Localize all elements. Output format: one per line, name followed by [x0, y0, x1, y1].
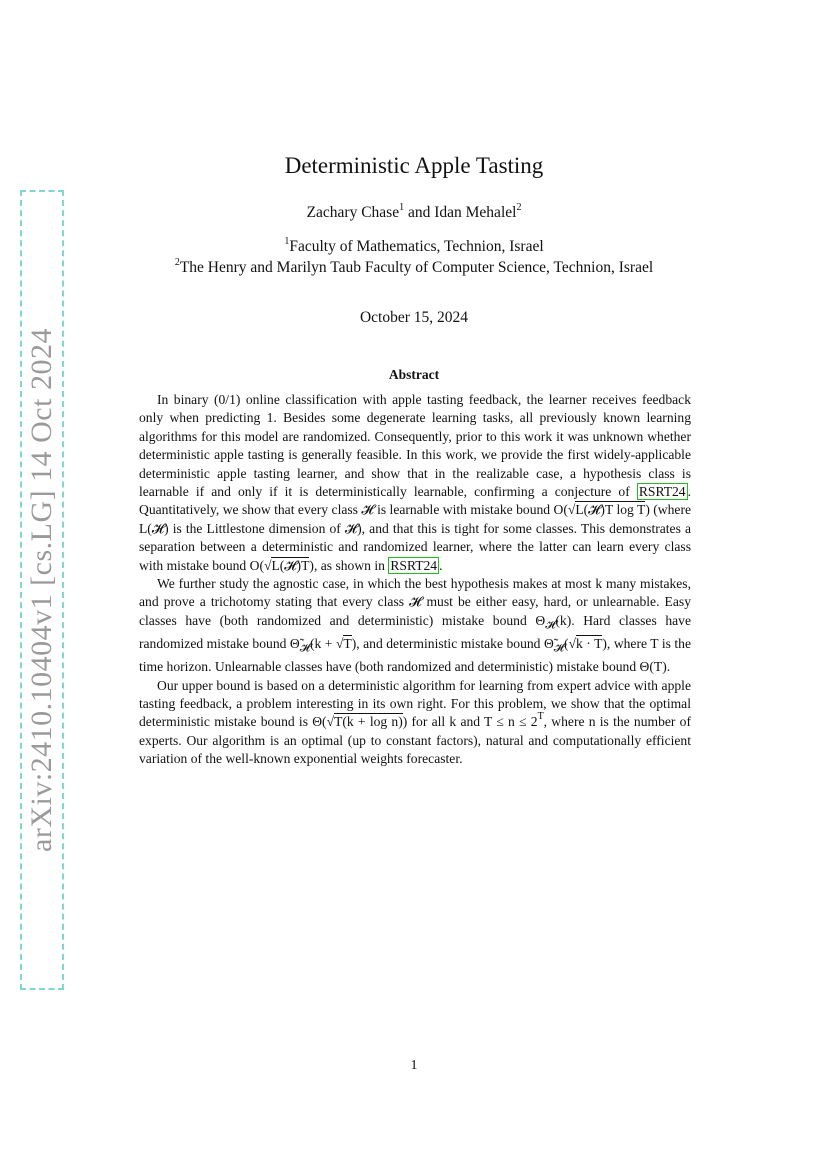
paper-date: October 15, 2024 [359, 309, 469, 326]
abstract-paragraph [139, 677, 691, 769]
affiliation-line [0, 259, 828, 277]
text-run: We further study the agnostic case, in which the best hypothesis makes at most k many mistakes, and prove a trichotomy stating that every class 𝓗 must be either easy, hard, or unlearnable. Easy classes have (both randomized and deterministic) mistake bound Θ [139, 576, 691, 628]
abstract-paragraph [139, 391, 691, 575]
text-run: . Quantitatively, we show that every class 𝓗 is learnable with mistake bound [139, 484, 691, 518]
abstract-heading: Abstract [388, 367, 440, 382]
text-run: , where T is the time horizon. Unlearnable classes have (both randomized and deterministic) mistake bound Θ(T). [139, 636, 691, 675]
author-joiner: and [404, 204, 435, 221]
subscript: 𝓗 [553, 642, 565, 655]
author-affiliation-marker: 1 [399, 202, 405, 213]
superscript: T [537, 711, 544, 723]
author-name: Zachary Chase [306, 204, 400, 221]
text-run: , and deterministic mistake bound Θ̃ [356, 636, 554, 651]
affiliation-text: Faculty of Mathematics, Technion, Israel [289, 238, 544, 255]
author-line [0, 204, 828, 222]
text-run: , where n is the number of experts. Our algorithm is an optimal (up to constant factors), natural and computationally efficient variation of the well-known exponential weights forecaster. [139, 714, 691, 767]
math-bound: O(√L(𝓗)T log T) [553, 502, 650, 518]
citation-link[interactable]: RSRT24 [638, 484, 686, 500]
subscript: 𝓗 [545, 619, 556, 632]
citation-link[interactable]: RSRT24 [390, 557, 438, 573]
affiliation-marker: 2 [174, 257, 180, 268]
math-bound: (√k · T) [564, 636, 607, 651]
math-bound: Θ(√T(k + log n)) [312, 714, 408, 730]
abstract-body [139, 391, 691, 769]
text-run: for all k and T ≤ n ≤ 2 [407, 714, 538, 730]
affiliation-line [0, 238, 828, 256]
affiliation-marker: 1 [284, 236, 290, 247]
text-run: . [439, 557, 443, 573]
text-run: Our upper bound is based on a deterministic algorithm for learning from expert advice with apple tasting feedback, a problem interesting in its own right. For this problem, we show that the optimal deterministic mistake bound is [139, 677, 691, 730]
text-run: In binary (0/1) online classification with apple tasting feedback, the learner receives feedback only when predicting 1. Besides some degenerate learning tasks, all previously known learning algorithms for this model are randomized. Consequently, prior to this work it was unknown whether deterministic apple tasting is generally feasible. In this work, we provide the first widely-applicable deterministic apple tasting learner, and show that in the realizable case, a hypothesis class is learnable if and only if it is deterministically learnable, confirming a conjecture of [139, 392, 691, 500]
paper-title: Deterministic Apple Tasting [284, 153, 544, 178]
text-run: (where L(𝓗) is the Littlestone dimension of 𝓗), and that this is tight for some classes. This demonstrates a separation between a deterministic and randomized learner, where the latter can learn every class with mistake bound [139, 502, 692, 573]
text-run: , as shown in [313, 557, 389, 573]
author-affiliation-marker: 2 [516, 202, 522, 213]
arxiv-identifier-stamp: arXiv:2410.10404v1 [cs.LG] 14 Oct 2024 [20, 190, 64, 990]
affiliation-text: The Henry and Marilyn Taub Faculty of Computer Science, Technion, Israel [179, 259, 654, 276]
abstract-paragraph [139, 575, 691, 676]
page-number: 1 [410, 1058, 418, 1073]
text-run: (k). Hard classes have randomized mistake bound Θ̃ [139, 612, 692, 651]
math-bound: O(√L(𝓗)T) [249, 557, 314, 573]
math-bound: (k + √T) [309, 636, 357, 651]
subscript: 𝓗 [299, 642, 310, 655]
author-name: Idan Mehalel [434, 204, 517, 221]
